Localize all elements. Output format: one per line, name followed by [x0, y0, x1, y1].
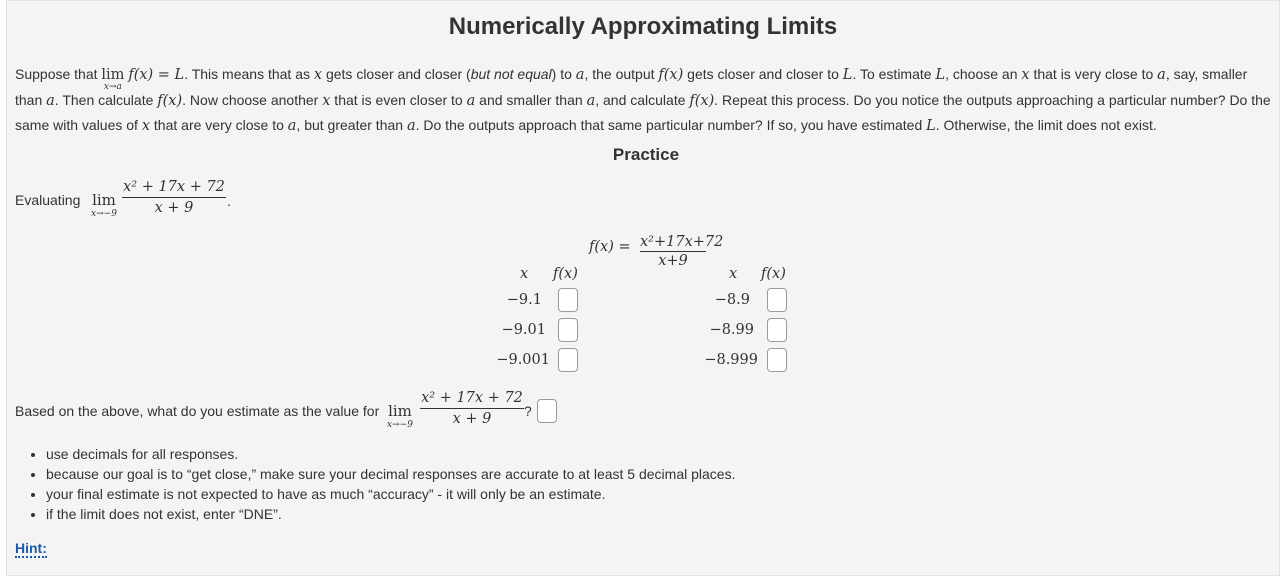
intro-text: and smaller than — [475, 91, 587, 108]
list-item: • if the limit does not exist, enter “DNE”. — [46, 504, 735, 524]
evaluating-limit — [88, 192, 120, 219]
intro-text: gets closer and closer to — [683, 66, 843, 82]
estimate-fraction — [420, 390, 524, 427]
fraction-denominator: x+9 — [658, 253, 688, 269]
limit-expression — [101, 67, 125, 92]
math-x: x — [313, 67, 323, 83]
lim-word: lim — [101, 67, 125, 83]
intro-text: . Otherwise, the limit does not exist. — [935, 117, 1157, 133]
fraction-denominator: x + 9 — [154, 200, 194, 216]
math-x: x — [322, 92, 331, 109]
fx-input-left-3[interactable] — [558, 348, 578, 372]
evaluating-fraction — [122, 179, 226, 216]
math-a: a — [406, 118, 416, 134]
list-item: • your final estimate is not expected to have as much “accuracy” - it will only be an estimate. — [46, 484, 735, 504]
intro-text: , the output — [584, 66, 659, 82]
math-x: x — [1021, 67, 1030, 83]
intro-text: . Now choose another — [182, 91, 323, 108]
math-x: x — [141, 118, 151, 134]
evaluating-period: . — [227, 193, 231, 209]
intro-text: that is very close to — [1029, 66, 1158, 82]
intro-text: , and calculate — [595, 91, 690, 108]
table-left-x-3: −9.001 — [496, 352, 550, 368]
fraction-denominator: x + 9 — [452, 411, 492, 427]
estimate-label: Based on the above, what do you estimate as the value for — [15, 403, 380, 419]
instructions-list — [14, 444, 735, 524]
intro-text: . Repeat this process. Do you notice the outputs approaching a particular number? Do the same with values of — [15, 91, 1271, 133]
table-right-x-2: −8.99 — [709, 322, 754, 338]
intro-text: that are very close to — [150, 117, 288, 133]
math-a: a — [287, 118, 297, 134]
intro-paragraph — [15, 62, 1277, 139]
list-item: • because our goal is to “get close,” make sure your decimal responses are accurate to at least 5 decimal places. — [46, 464, 735, 484]
list-item: • use decimals for all responses. — [46, 444, 735, 464]
intro-text: . This means that as — [184, 66, 314, 82]
page-title: Numerically Approximating Limits — [448, 13, 838, 40]
math-L: L — [935, 67, 946, 83]
fraction-bar — [640, 251, 706, 252]
math-a: a — [46, 92, 55, 109]
math-a: a — [1157, 67, 1166, 83]
table-left-header-fx: f(x) — [553, 266, 578, 282]
fraction-numerator: x² + 17x + 72 — [123, 179, 225, 195]
math-fx: f(x) — [658, 67, 684, 83]
lim-subscript: x→a — [103, 82, 122, 92]
lim-word: lim — [388, 402, 412, 420]
estimate-question-mark: ? — [524, 403, 532, 419]
evaluating-label: Evaluating — [15, 192, 81, 208]
fx-input-right-2[interactable] — [767, 318, 787, 342]
lim-subscript: x→−9 — [91, 209, 117, 219]
limit-estimate-input[interactable] — [537, 399, 557, 423]
math-fx: f(x) — [689, 92, 715, 109]
emphasis-text: but not equal — [470, 66, 552, 82]
intro-text: that is even closer to — [330, 91, 467, 108]
table-left-x-2: −9.01 — [501, 322, 546, 338]
intro-text: , but greater than — [296, 117, 407, 133]
fx-input-right-1[interactable] — [767, 288, 787, 312]
lim-subscript: x→−9 — [387, 420, 413, 430]
practice-heading: Practice — [612, 145, 680, 164]
fraction-bar — [122, 197, 226, 198]
math-L: L — [842, 67, 853, 83]
fx-input-right-3[interactable] — [767, 348, 787, 372]
function-lhs: f(x) = — [589, 239, 631, 255]
table-right-header-x: x — [729, 266, 738, 282]
math-L: L — [926, 118, 936, 134]
table-right-x-1: −8.9 — [714, 292, 750, 308]
table-left-header-x: x — [520, 266, 529, 282]
intro-text: , choose an — [945, 66, 1022, 82]
intro-text: . To estimate — [852, 66, 936, 82]
intro-text: , say, smaller than — [15, 66, 1248, 108]
fx-input-left-2[interactable] — [558, 318, 578, 342]
table-left-x-1: −9.1 — [506, 292, 542, 308]
estimate-limit — [383, 403, 417, 430]
intro-text: ) to — [551, 66, 576, 82]
fx-equals-L: f(x) = L — [128, 67, 185, 83]
fraction-numerator: x² + 17x + 72 — [421, 390, 523, 406]
fraction-numerator: x²+17x+72 — [640, 234, 724, 250]
math-fx: f(x) — [157, 92, 183, 109]
intro-text: . Then calculate — [54, 91, 158, 108]
function-fraction — [640, 234, 724, 269]
hint-link[interactable]: Hint: — [15, 540, 47, 556]
math-a: a — [575, 67, 585, 83]
math-a: a — [466, 92, 476, 109]
table-right-header-fx: f(x) — [761, 266, 786, 282]
intro-text: . Do the outputs approach that same particular number? If so, you have estimated — [415, 117, 927, 133]
math-a: a — [586, 92, 596, 109]
lim-word: lim — [92, 191, 116, 209]
intro-text: gets closer and closer ( — [322, 66, 471, 82]
fx-input-left-1[interactable] — [558, 288, 578, 312]
table-right-x-3: −8.999 — [704, 352, 758, 368]
fraction-bar — [420, 408, 524, 409]
intro-text: Suppose that — [15, 66, 102, 82]
